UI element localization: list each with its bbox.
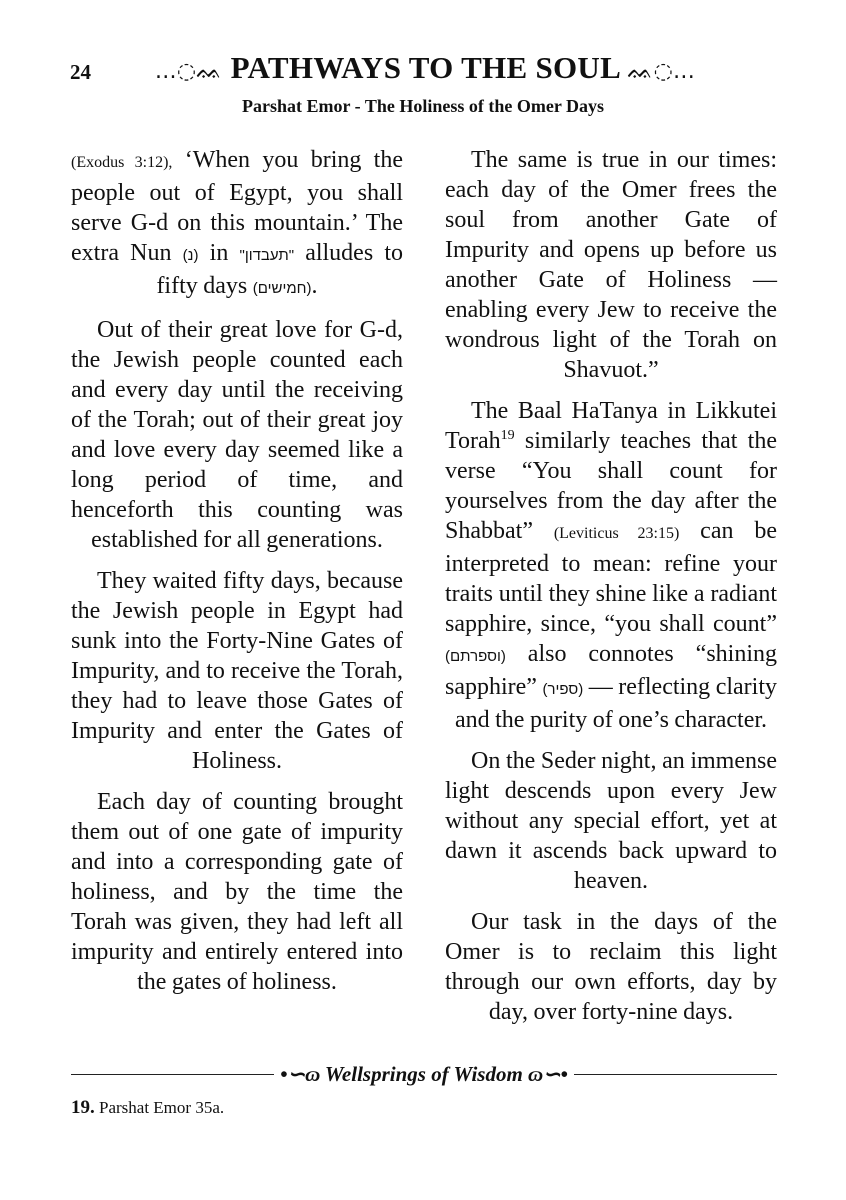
book-title: PATHWAYS TO THE SOUL [230,50,620,85]
paragraph: Our task in the days of the Omer is to reclaim this light through our own efforts, day by day, over forty-nine days. [445,909,777,1025]
paragraph [71,145,403,304]
citation: (Exodus 3:12), [71,154,173,171]
citation: (Leviticus 23:15) [553,525,680,542]
footnote-ref[interactable]: 19 [500,428,515,443]
running-title [130,50,720,86]
footnote-number: 19. [71,1097,95,1118]
footer-divider-right [574,1074,777,1075]
paragraph [445,396,777,735]
paragraph: On the Seder night, an immense light descends upon every Jew without any special effort, yet at dawn it ascends back upward to heaven. [445,748,777,894]
text: in [198,240,240,266]
footer-ornament-label: Wellsprings of Wisdom [324,1062,523,1086]
text: The Baal HaTanya in Likkutei Torah [445,398,777,454]
ornament-icon: ɷ∽• [522,1062,568,1086]
footnote [71,1097,224,1119]
chapter-subtitle: Parshat Emor - The Holiness of the Omer Days [242,96,604,116]
text: ‘When you bring the people out of Egypt, you shall serve G-d on this mountain.’ The extra Nun [71,147,404,266]
paragraph: Each day of counting brought them out of one gate of impurity and into a corresponding gate of holiness, and by the time the Torah was given, they had left all impurity and entirely entered into the gates of holiness. [71,789,403,995]
footer-ornament [71,1062,777,1087]
text: can be interpreted to mean: refine your traits until they shine like a radiant sapphire, since, “you shall count” [445,518,777,637]
hebrew-text: (חמישים) [252,280,312,297]
paragraph: Out of their great love for G-d, the Jewish people counted each and every day until the receiving of the Torah; out of their great joy and love every day seemed like a long period of time, and henceforth this counting was established for all generations. [71,317,403,553]
paragraph: They waited fifty days, because the Jewish people in Egypt had sunk into the Forty-Nine Gates of Impurity, and to receive the Torah, they had to leave those Gates of Impurity and enter the Gates of Holiness. [71,568,403,774]
text: alludes to fifty days [156,240,404,299]
hebrew-text: (ספיר) [542,681,584,698]
footnote-text: Parshat Emor 35a. [94,1098,225,1117]
right-column [445,145,777,1038]
left-column [71,145,403,1008]
text: similarly teaches that the verse “You shall count for yourselves from the day after the Shabbat” [445,428,777,544]
hebrew-text: (נ) [182,247,199,264]
footer-divider-left [71,1074,274,1075]
paragraph: The same is true in our times: each day of the Omer frees the soul from another Gate of Impurity and opens up before us another Gate of Holiness — enabling every Jew to receive the wondrous light of the Torah on Shavuot.” [445,147,777,383]
hebrew-text: (וספרתם) [445,648,506,665]
hebrew-text: "תעבדון" [239,247,295,264]
text: also connotes “shining sapphire” [445,641,777,700]
ornament-icon: •∽ɷ [280,1062,325,1086]
ornament-left-icon: ...◌ᨐ [154,59,223,84]
ornament-right-icon: ᨐ◌... [627,59,696,84]
page-number: 24 [70,60,91,84]
text: . [311,273,318,299]
text: — reflecting clarity and the purity of one’s character. [454,674,777,733]
